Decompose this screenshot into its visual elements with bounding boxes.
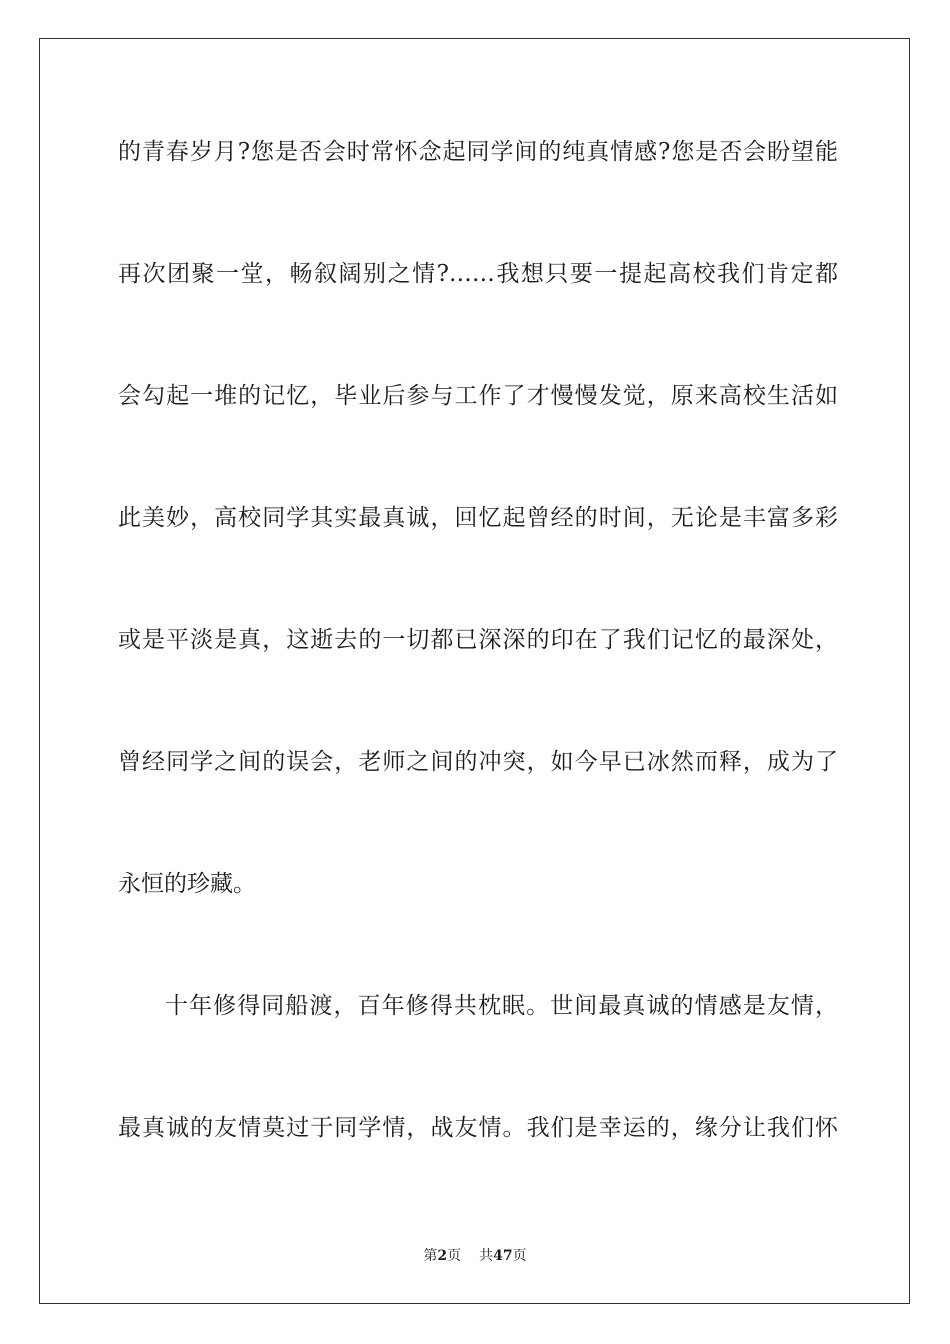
body-text-line-7: 永恒的珍藏。 [118,871,256,897]
page-prefix: 第 [423,1248,438,1264]
page-footer [0,1247,950,1265]
body-text-line-4: 此美妙，高校同学其实最真诚，回忆起曾经的时间，无论是丰富多彩 [118,505,838,531]
page-suffix: 页 [447,1248,462,1264]
body-text-line-8: 十年修得同船渡，百年修得共枕眠。世间最真诚的情感是友情， [165,993,838,1019]
body-text-line-2: 再次团聚一堂，畅叙阔别之情?……我想只要一提起高校我们肯定都 [118,261,838,287]
total-suffix: 页 [512,1248,527,1264]
page-number: 2 [437,1248,448,1264]
body-text-line-9: 最真诚的友情莫过于同学情，战友情。我们是幸运的，缘分让我们怀 [118,1115,838,1141]
body-text-line-3: 会勾起一堆的记忆，毕业后参与工作了才慢慢发觉，原来高校生活如 [118,383,838,409]
total-prefix: 共 [479,1248,494,1264]
body-text-line-6: 曾经同学之间的误会，老师之间的冲突，如今早已冰然而释，成为了 [118,749,838,775]
body-text-line-5: 或是平淡是真，这逝去的一切都已深深的印在了我们记忆的最深处， [118,627,838,653]
total-pages: 47 [493,1248,513,1264]
body-text-line-1: 的青春岁月?您是否会时常怀念起同学间的纯真情感?您是否会盼望能 [118,139,838,165]
